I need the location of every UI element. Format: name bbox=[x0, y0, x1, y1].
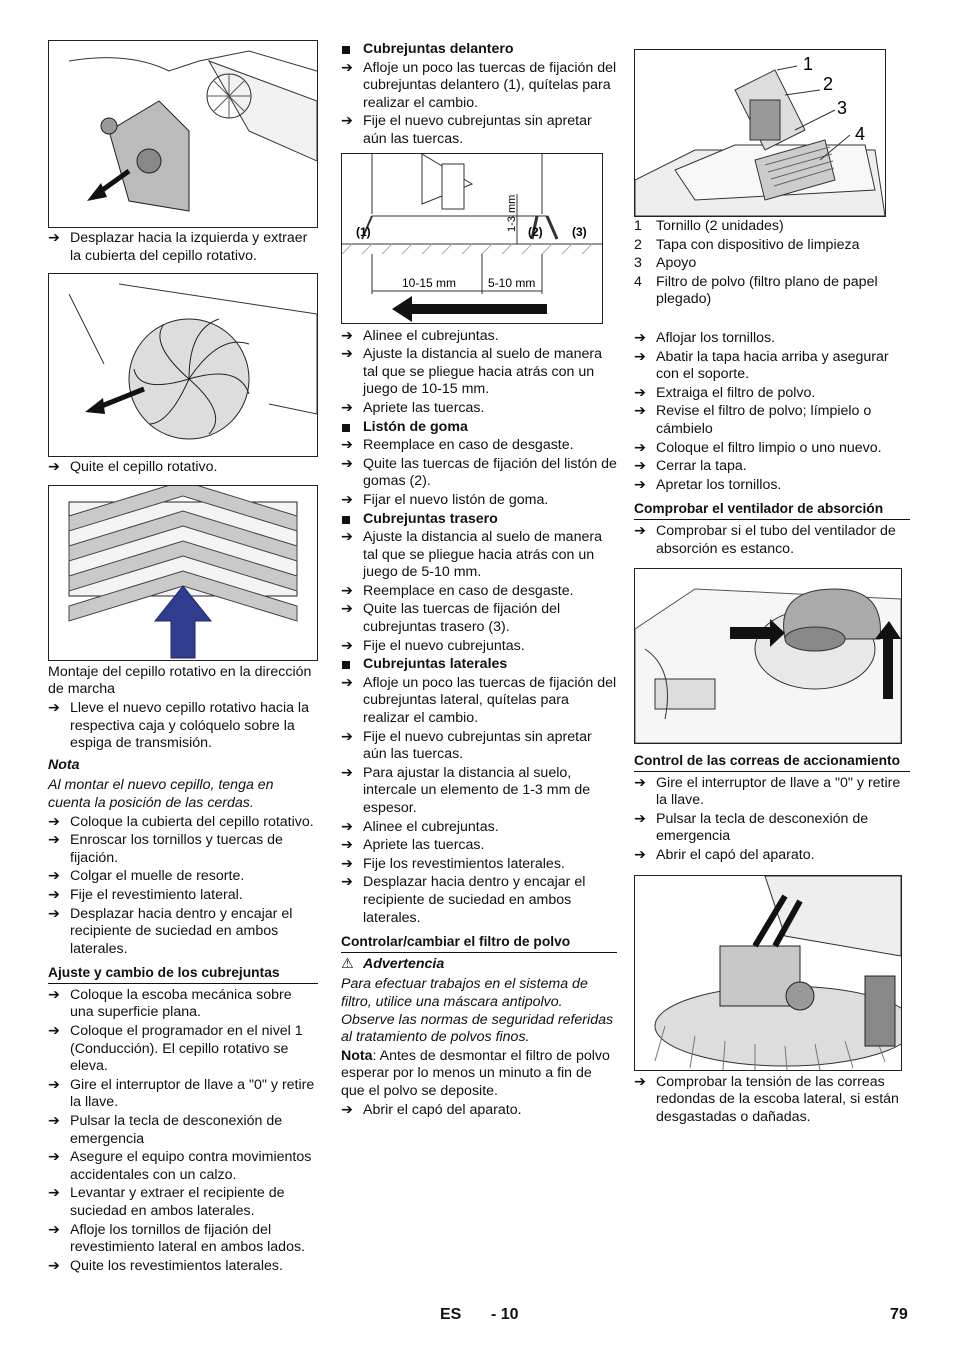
dim-label-1: 10-15 mm bbox=[402, 275, 457, 290]
step: ➔ Ajuste la distancia al suelo de manera tal que se pliegue hacia atrás con un juego de 10-15 mm. bbox=[341, 346, 602, 398]
arrow-right-icon: ➔ bbox=[48, 986, 60, 1003]
arrow-right-icon: ➔ bbox=[634, 476, 646, 493]
bullet-heading: Cubrejuntas delantero bbox=[341, 41, 617, 59]
arrow-right-icon: ➔ bbox=[48, 1185, 60, 1202]
warning-triangle-icon: ⚠ bbox=[341, 955, 354, 972]
arrow-right-icon: ➔ bbox=[634, 384, 646, 401]
legend-item: 4 Filtro de polvo (filtro plano de papel plegado) bbox=[634, 273, 878, 308]
step: ➔ Fije el revestimiento lateral. bbox=[48, 886, 243, 903]
step: ➔ Coloque la escoba mecánica sobre una superficie plana. bbox=[48, 986, 292, 1021]
arrow-right-icon: ➔ bbox=[48, 699, 60, 716]
legend-item: 3 Apoyo bbox=[634, 255, 697, 272]
step: ➔ Asegure el equipo contra movimientos accidentales con un calzo. bbox=[48, 1149, 312, 1183]
arrow-right-icon: ➔ bbox=[341, 582, 353, 599]
step: ➔ Levantar y extraer el recipiente de suciedad en ambos laterales. bbox=[48, 1185, 285, 1219]
warning-text: Para efectuar trabajos en el sistema de filtro, utilice una máscara antipolvo. Observe las normas de seguridad referidas al tratamiento de polvos finos. bbox=[341, 976, 614, 1046]
step: ➔ Desplazar hacia dentro y encajar el recipiente de suciedad en ambos laterales. bbox=[341, 874, 586, 926]
figure-drive-belts bbox=[634, 875, 902, 1071]
step: ➔ Cerrar la tapa. bbox=[634, 458, 747, 475]
step: ➔ Alinee el cubrejuntas. bbox=[341, 818, 499, 835]
step: ➔ Aflojar los tornillos. bbox=[634, 329, 776, 346]
figure-dust-filter bbox=[634, 49, 886, 217]
footer-local-page: - 10 bbox=[491, 1306, 519, 1323]
step: ➔ Enroscar los tornillos y tuercas de fijación. bbox=[48, 832, 283, 866]
arrow-right-icon: ➔ bbox=[341, 59, 353, 76]
step: ➔ Desplazar hacia dentro y encajar el recipiente de suciedad en ambos laterales. bbox=[48, 905, 293, 957]
step: ➔ Apriete las tuercas. bbox=[341, 837, 485, 854]
step: ➔ Abrir el capó del aparato. bbox=[341, 1101, 522, 1118]
figure-brush-direction bbox=[48, 485, 318, 661]
arrow-right-icon: ➔ bbox=[634, 522, 646, 539]
section-heading: Controlar/cambiar el filtro de polvo bbox=[341, 933, 617, 953]
step: ➔ Gire el interruptor de llave a "0" y retire la llave. bbox=[634, 774, 901, 809]
footer-language: ES bbox=[440, 1306, 462, 1323]
step: ➔ Ajuste la distancia al suelo de manera tal que se pliegue hacia atrás con un juego de 5-10 mm. bbox=[341, 529, 602, 581]
arrow-right-icon: ➔ bbox=[341, 491, 353, 508]
arrow-right-icon: ➔ bbox=[48, 1076, 60, 1093]
step: ➔ Alinee el cubrejuntas. bbox=[341, 327, 499, 344]
bullet-heading: Cubrejuntas trasero bbox=[341, 511, 617, 529]
step: ➔ Colgar el muelle de resorte. bbox=[48, 868, 245, 885]
arrow-right-icon: ➔ bbox=[48, 868, 60, 885]
legend-item: 1 Tornillo (2 unidades) bbox=[634, 218, 784, 234]
step: ➔ Quite el cepillo rotativo. bbox=[48, 459, 218, 476]
arrow-right-icon: ➔ bbox=[48, 1257, 60, 1274]
arrow-right-icon: ➔ bbox=[634, 810, 646, 827]
step: ➔ Fije el nuevo cubrejuntas. bbox=[341, 637, 525, 654]
arrow-right-icon: ➔ bbox=[341, 455, 353, 472]
arrow-right-icon: ➔ bbox=[48, 459, 60, 476]
arrow-right-icon: ➔ bbox=[634, 1073, 646, 1090]
arrow-right-icon: ➔ bbox=[341, 113, 353, 130]
label-1: (1) bbox=[356, 224, 371, 239]
arrow-right-icon: ➔ bbox=[341, 601, 353, 618]
step: ➔ Lleve el nuevo cepillo rotativo hacia la respectiva caja y colóquelo sobre la espiga de transmisión. bbox=[48, 699, 309, 752]
step: ➔ Quite los revestimientos laterales. bbox=[48, 1257, 283, 1274]
arrow-right-icon: ➔ bbox=[341, 728, 353, 745]
arrow-right-icon: ➔ bbox=[634, 348, 646, 365]
arrow-right-icon: ➔ bbox=[48, 1113, 60, 1130]
step: ➔ Afloje los tornillos de fijación del revestimiento lateral en ambos lados. bbox=[48, 1221, 306, 1256]
arrow-right-icon: ➔ bbox=[341, 837, 353, 854]
column-3 bbox=[634, 40, 910, 1127]
figure-brush-cover bbox=[48, 40, 318, 228]
arrow-right-icon: ➔ bbox=[341, 327, 353, 344]
figure-suction-fan bbox=[634, 568, 902, 744]
section-heading: Ajuste y cambio de los cubrejuntas bbox=[48, 964, 318, 984]
arrow-right-icon: ➔ bbox=[341, 637, 353, 654]
square-bullet-icon bbox=[342, 424, 350, 432]
arrow-right-icon: ➔ bbox=[48, 230, 60, 246]
arrow-right-icon: ➔ bbox=[341, 764, 353, 781]
gap-label: 1-3 mm bbox=[506, 194, 518, 232]
arrow-right-icon: ➔ bbox=[341, 437, 353, 454]
arrow-right-icon: ➔ bbox=[341, 399, 353, 416]
step: ➔ Coloque el programador en el nivel 1 (Conducción). El cepillo rotativo se eleva. bbox=[48, 1023, 303, 1075]
step: ➔ Coloque la cubierta del cepillo rotativo. bbox=[48, 813, 314, 830]
figure-skirt-diagram bbox=[341, 153, 603, 324]
step: ➔ Pulsar la tecla de desconexión de emergencia bbox=[48, 1113, 283, 1147]
arrow-right-icon: ➔ bbox=[48, 886, 60, 903]
step: ➔ Coloque el filtro limpio o uno nuevo. bbox=[634, 439, 882, 456]
step: ➔ Desplazar hacia la izquierda y extraer la cubierta del cepillo rotativo. bbox=[48, 230, 308, 264]
arrow-right-icon: ➔ bbox=[48, 1149, 60, 1166]
step: ➔ Fije el nuevo cubrejuntas sin apretar aún las tuercas. bbox=[341, 113, 592, 147]
note-text: Al montar el nuevo cepillo, tenga en cuenta la posición de las cerdas. bbox=[48, 777, 274, 811]
arrow-right-icon: ➔ bbox=[341, 855, 353, 872]
bullet-heading: Listón de goma bbox=[341, 419, 617, 437]
label-3: (3) bbox=[572, 224, 587, 239]
figure-remove-brush bbox=[48, 273, 318, 457]
arrow-right-icon: ➔ bbox=[341, 874, 353, 891]
step: ➔ Afloje un poco las tuercas de fijación del cubrejuntas lateral, quítelas para realizar el cambio. bbox=[341, 674, 617, 727]
callout-1: 1 bbox=[803, 54, 814, 74]
arrow-right-icon: ➔ bbox=[341, 346, 353, 363]
step: ➔ Apriete las tuercas. bbox=[341, 399, 485, 416]
arrow-right-icon: ➔ bbox=[634, 458, 646, 475]
arrow-right-icon: ➔ bbox=[634, 329, 646, 346]
step: ➔ Abatir la tapa hacia arriba y asegurar con el soporte. bbox=[634, 348, 889, 383]
label-2: (2) bbox=[528, 224, 543, 239]
arrow-right-icon: ➔ bbox=[48, 1221, 60, 1238]
callout-3: 3 bbox=[837, 98, 848, 118]
step: ➔ Apretar los tornillos. bbox=[634, 476, 782, 493]
arrow-right-icon: ➔ bbox=[634, 439, 646, 456]
step: ➔ Afloje un poco las tuercas de fijación del cubrejuntas delantero (1), quítelas para realizar el cambio. bbox=[341, 59, 617, 111]
bullet-heading: Cubrejuntas laterales bbox=[341, 656, 617, 674]
section-heading: Comprobar el ventilador de absorción bbox=[634, 500, 910, 520]
column-2 bbox=[341, 40, 617, 1120]
arrow-right-icon: ➔ bbox=[634, 847, 646, 864]
step: ➔ Para ajustar la distancia al suelo, intercale un elemento de 1-3 mm de espesor. bbox=[341, 764, 591, 816]
dim-label-2: 5-10 mm bbox=[488, 275, 536, 290]
callout-2: 2 bbox=[823, 74, 834, 94]
step: ➔ Reemplace en caso de desgaste. bbox=[341, 582, 574, 599]
step: ➔ Fije los revestimientos laterales. bbox=[341, 855, 565, 872]
note-title: Nota bbox=[48, 756, 80, 773]
section-heading: Control de las correas de accionamiento bbox=[634, 752, 910, 772]
step: ➔ Fije el nuevo cubrejuntas sin apretar aún las tuercas. bbox=[341, 728, 592, 763]
arrow-right-icon: ➔ bbox=[48, 905, 60, 922]
step: ➔ Gire el interruptor de llave a "0" y retire la llave. bbox=[48, 1076, 315, 1111]
step: ➔ Extraiga el filtro de polvo. bbox=[634, 384, 816, 401]
arrow-right-icon: ➔ bbox=[341, 1101, 353, 1118]
arrow-right-icon: ➔ bbox=[341, 818, 353, 835]
arrow-right-icon: ➔ bbox=[634, 403, 646, 420]
step: ➔ Reemplace en caso de desgaste. bbox=[341, 437, 574, 454]
column-1: ➔ Desplazar hacia la izquierda y extraer la cubierta del cepillo rotativo. ➔ Quite el cepillo rotativo. Montaje del cepillo rotativo en la dirección de marcha ➔ Lleve el nuevo cepillo rotativo hacia la respectiva caja y colóquelo sobre la espiga de transmisión. Nota Al montar el nuevo cepillo, tenga en cuenta la posición de las cerdas. ➔ Coloque la cubierta del cepillo rotativo. ➔ Enroscar los tornillos y tuercas de fijación. ➔ Colgar el muelle de resorte. ➔ Fije el revestimiento lateral. ➔ Desplazar hacia dentro y encajar el recipiente de suciedad en ambos laterales. Ajuste y cambio de los cubrejuntas ➔ Coloque la escoba mecánica sobre una superficie plana. ➔ Coloque el programador en el nivel 1 (Conducción). El cepillo rotativo se eleva. ➔ Gire el interruptor de llave a "0" y retire la llave. ➔ Pulsar la tecla de desconexión de emergencia ➔ Asegure el equipo contra movimientos accidentales con un calzo. ➔ Levantar y extraer el recipiente de suciedad en ambos laterales. ➔ Afloje los tornillos de fijación del revestimiento lateral en ambos lados. ➔ Quite los revestimientos laterales. bbox=[48, 40, 318, 1276]
step: ➔ Pulsar la tecla de desconexión de emergencia bbox=[634, 810, 869, 845]
square-bullet-icon bbox=[342, 661, 350, 669]
warning-title: ⚠ Advertencia bbox=[341, 955, 445, 972]
step: ➔ Abrir el capó del aparato. bbox=[634, 847, 815, 864]
square-bullet-icon bbox=[342, 516, 350, 524]
step: ➔ Fijar el nuevo listón de goma. bbox=[341, 491, 549, 508]
step: ➔ Quite las tuercas de fijación del cubrejuntas trasero (3). bbox=[341, 601, 561, 636]
footer-page-number: 79 bbox=[890, 1306, 908, 1323]
callout-4: 4 bbox=[855, 124, 866, 144]
legend-item: 2 Tapa con dispositivo de limpieza bbox=[634, 236, 860, 253]
step: ➔ Revise el filtro de polvo; límpielo o cámbielo bbox=[634, 403, 872, 437]
arrow-right-icon: ➔ bbox=[48, 832, 60, 849]
arrow-right-icon: ➔ bbox=[48, 1023, 60, 1040]
step: ➔ Quite las tuercas de fijación del listón de gomas (2). bbox=[341, 455, 617, 490]
arrow-right-icon: ➔ bbox=[341, 674, 353, 691]
arrow-right-icon: ➔ bbox=[48, 813, 60, 830]
arrow-right-icon: ➔ bbox=[634, 774, 646, 791]
step: ➔ Comprobar la tensión de las correas redondas de la escoba lateral, si están desgastadas o dañadas. bbox=[634, 1073, 899, 1125]
step: ➔ Comprobar si el tubo del ventilador de absorción es estanco. bbox=[634, 522, 896, 557]
note: Nota: Antes de desmontar el filtro de polvo esperar por lo menos un minuto a fin de que el polvo se deposite. bbox=[341, 1047, 610, 1099]
arrow-right-icon: ➔ bbox=[341, 529, 353, 546]
square-bullet-icon bbox=[342, 46, 350, 54]
